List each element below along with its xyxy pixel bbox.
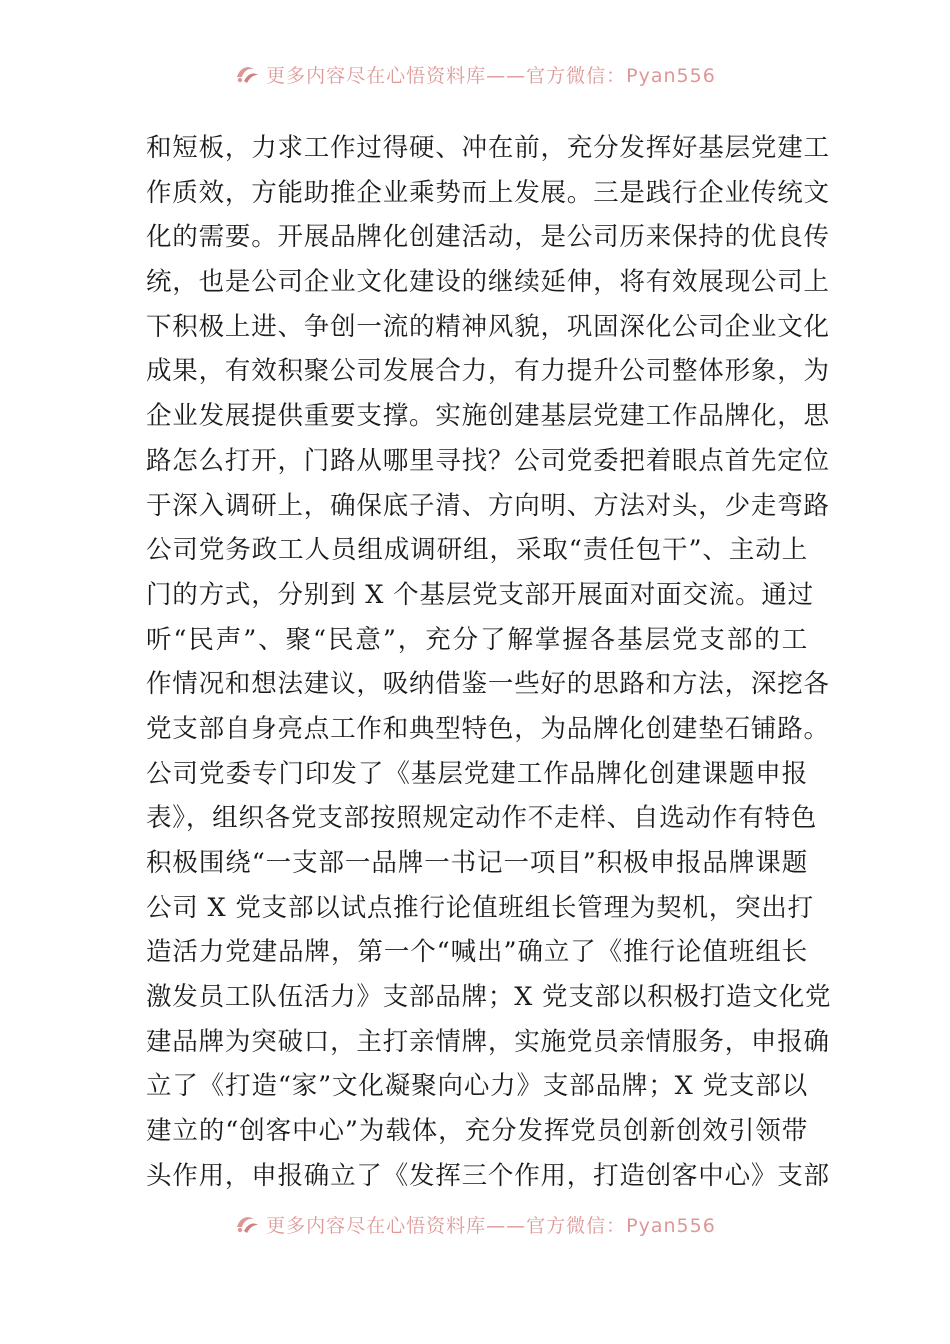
text-line: 作情况和想法建议，吸纳借鉴一些好的思路和方法，深挖各 (146, 669, 830, 700)
text-line: 下积极上进、争创一流的精神风貌，巩固深化公司企业文化 (146, 311, 830, 342)
text-line: 作质效，方能助推企业乘势而上发展。三是践行企业传统文 (146, 177, 830, 208)
watermark-text: 更多内容尽在心悟资料库——官方微信：Pyan556 (266, 64, 716, 87)
text-line: 听“民声”、聚“民意”，充分了解掌握各基层党支部的工 (146, 624, 808, 655)
logo-icon (234, 63, 260, 85)
footer-watermark (0, 1210, 950, 1238)
text-line: 于深入调研上，确保底子清、方向明、方法对头，少走弯路 (146, 490, 830, 521)
text-line: 表》，组织各党支部按照规定动作不走样、自选动作有特色 (146, 803, 818, 834)
text-line: 公司党务政工人员组成调研组，采取“责任包干”、主动上 (146, 535, 808, 566)
text-line: 公司 X 党支部以试点推行论值班组长管理为契机，突出打 (146, 892, 814, 923)
text-line: 成果，有效积聚公司发展合力，有力提升公司整体形象，为 (146, 356, 830, 387)
text-line: 建立的“创客中心”为载体，充分发挥党员创新创效引领带 (146, 1116, 808, 1147)
text-line: 积极围绕“一支部一品牌一书记一项目”积极申报品牌课题 (146, 848, 808, 878)
text-line: 和短板，力求工作过得硬、冲在前，充分发挥好基层党建工 (146, 133, 830, 163)
text-line: 立了《打造“家”文化凝聚向心力》支部品牌；X 党支部以 (146, 1071, 808, 1102)
text-line: 党支部自身亮点工作和典型特色，为品牌化创建垫石铺路。 (146, 713, 830, 744)
watermark-text: 更多内容尽在心悟资料库——官方微信：Pyan556 (266, 1214, 716, 1237)
document-body (146, 126, 832, 1199)
text-line: 化的需要。开展品牌化创建活动，是公司历来保持的优良传 (146, 222, 830, 253)
text-line: 公司党委专门印发了《基层党建工作品牌化创建课题申报 (146, 758, 808, 789)
text-line: 门的方式，分别到 X 个基层党支部开展面对面交流。通过 (146, 579, 814, 610)
text-line: 造活力党建品牌，第一个“喊出”确立了《推行论值班组长 (146, 937, 808, 968)
logo-icon (234, 1213, 260, 1235)
text-line: 企业发展提供重要支撑。实施创建基层党建工作品牌化，思 (146, 401, 830, 432)
text-line: 激发员工队伍活力》支部品牌；X 党支部以积极打造文化党 (146, 982, 832, 1013)
text-line: 路怎么打开，门路从哪里寻找？公司党委把着眼点首先定位 (146, 445, 830, 476)
text-line: 建品牌为突破口，主打亲情牌，实施党员亲情服务，申报确 (146, 1026, 830, 1057)
text-line: 统，也是公司企业文化建设的继续延伸，将有效展现公司上 (146, 267, 830, 298)
text-line: 头作用，申报确立了《发挥三个作用，打造创客中心》支部 (146, 1160, 830, 1191)
header-watermark (0, 60, 950, 88)
